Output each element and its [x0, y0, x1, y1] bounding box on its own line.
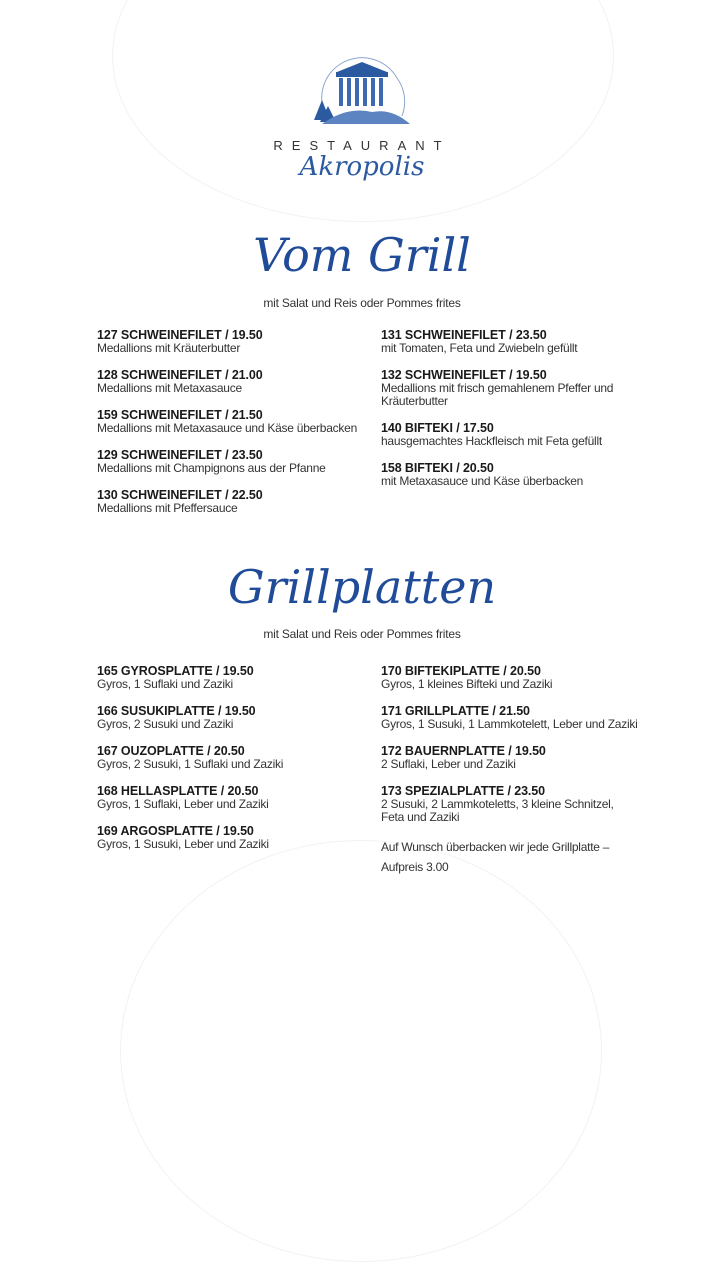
menu-item — [381, 664, 651, 704]
grillplatten-right-column — [381, 664, 651, 877]
item-name: 159 SCHWEINEFILET / 21.50 — [97, 408, 263, 422]
item-name: 132 SCHWEINEFILET / 19.50 — [381, 368, 547, 382]
section-title-grillplatten: Grillplatten — [227, 560, 497, 614]
item-desc: Medallions mit Metaxasauce und Käse überbacken — [97, 421, 357, 435]
item-desc: mit Tomaten, Feta und Zwiebeln gefüllt — [381, 341, 578, 355]
menu-item — [97, 488, 377, 528]
grill-left-column — [97, 328, 377, 528]
menu-item — [381, 784, 651, 837]
item-desc: Gyros, 2 Susuki und Zaziki — [97, 717, 234, 731]
item-name: 173 SPEZIALPLATTE / 23.50 — [381, 784, 545, 798]
item-desc: 2 Susuki, 2 Lammkoteletts, 3 kleine Schnitzel, Feta und Zaziki — [381, 797, 614, 824]
menu-item — [97, 408, 377, 448]
section-subtitle: mit Salat und Reis oder Pommes frites — [263, 627, 461, 641]
item-name: 167 OUZOPLATTE / 20.50 — [97, 744, 245, 758]
grillplatten-left-column — [97, 664, 377, 864]
menu-item — [97, 664, 377, 704]
menu-item — [97, 448, 377, 488]
item-name: 129 SCHWEINEFILET / 23.50 — [97, 448, 263, 462]
item-name: 140 BIFTEKI / 17.50 — [381, 421, 494, 435]
item-name: 166 SUSUKIPLATTE / 19.50 — [97, 704, 256, 718]
item-desc: Medallions mit frisch gemahlenem Pfeffer und Kräuterbutter — [381, 381, 614, 408]
item-name: 127 SCHWEINEFILET / 19.50 — [97, 328, 263, 342]
item-desc: Gyros, 1 kleines Bifteki und Zaziki — [381, 677, 553, 691]
item-desc: 2 Suflaki, Leber und Zaziki — [381, 757, 516, 771]
menu-item — [97, 824, 377, 864]
item-desc: Gyros, 1 Suflaki, Leber und Zaziki — [97, 797, 269, 811]
section-subtitle: mit Salat und Reis oder Pommes frites — [263, 296, 461, 310]
watermark-ornament-bottom — [120, 840, 602, 1262]
grill-right-column — [381, 328, 621, 501]
item-desc: hausgemachtes Hackfleisch mit Feta gefüllt — [381, 434, 602, 448]
item-desc: Medallions mit Champignons aus der Pfanne — [97, 461, 326, 475]
item-desc: Gyros, 1 Suflaki und Zaziki — [97, 677, 233, 691]
item-desc: Medallions mit Metaxasauce — [97, 381, 242, 395]
item-name: 131 SCHWEINEFILET / 23.50 — [381, 328, 547, 342]
menu-item — [381, 461, 621, 501]
item-desc: mit Metaxasauce und Käse überbacken — [381, 474, 584, 488]
item-desc: Gyros, 2 Susuki, 1 Suflaki und Zaziki — [97, 757, 284, 771]
brand-name: Akropolis — [299, 152, 425, 182]
item-name: 165 GYROSPLATTE / 19.50 — [97, 664, 254, 678]
menu-item — [97, 704, 377, 744]
menu-item — [381, 744, 651, 784]
item-desc: Medallions mit Kräuterbutter — [97, 341, 241, 355]
item-name: 170 BIFTEKIPLATTE / 20.50 — [381, 664, 541, 678]
item-name: 158 BIFTEKI / 20.50 — [381, 461, 494, 475]
item-name: 169 ARGOSPLATTE / 19.50 — [97, 824, 254, 838]
brand-line-restaurant: RESTAURANT — [273, 138, 451, 153]
section-title-vom-grill: Vom Grill — [253, 228, 471, 282]
item-desc: Gyros, 1 Susuki, Leber und Zaziki — [97, 837, 269, 851]
item-desc: Medallions mit Pfeffersauce — [97, 501, 238, 515]
menu-item — [97, 784, 377, 824]
menu-item — [381, 421, 621, 461]
menu-item — [381, 328, 621, 368]
item-name: 130 SCHWEINEFILET / 22.50 — [97, 488, 263, 502]
item-name: 172 BAUERNPLATTE / 19.50 — [381, 744, 546, 758]
menu-item — [97, 328, 377, 368]
item-desc: Gyros, 1 Susuki, 1 Lammkotelett, Leber und Zaziki — [381, 717, 638, 731]
item-name: 128 SCHWEINEFILET / 21.00 — [97, 368, 263, 382]
menu-item — [97, 368, 377, 408]
surcharge-note: Auf Wunsch überbacken wir jede Grillplatte – Aufpreis 3.00 — [381, 840, 610, 874]
item-name: 168 HELLASPLATTE / 20.50 — [97, 784, 259, 798]
menu-item — [381, 368, 621, 421]
item-name: 171 GRILLPLATTE / 21.50 — [381, 704, 530, 718]
temple-logo — [0, 48, 724, 137]
menu-item — [381, 704, 651, 744]
menu-item — [97, 744, 377, 784]
